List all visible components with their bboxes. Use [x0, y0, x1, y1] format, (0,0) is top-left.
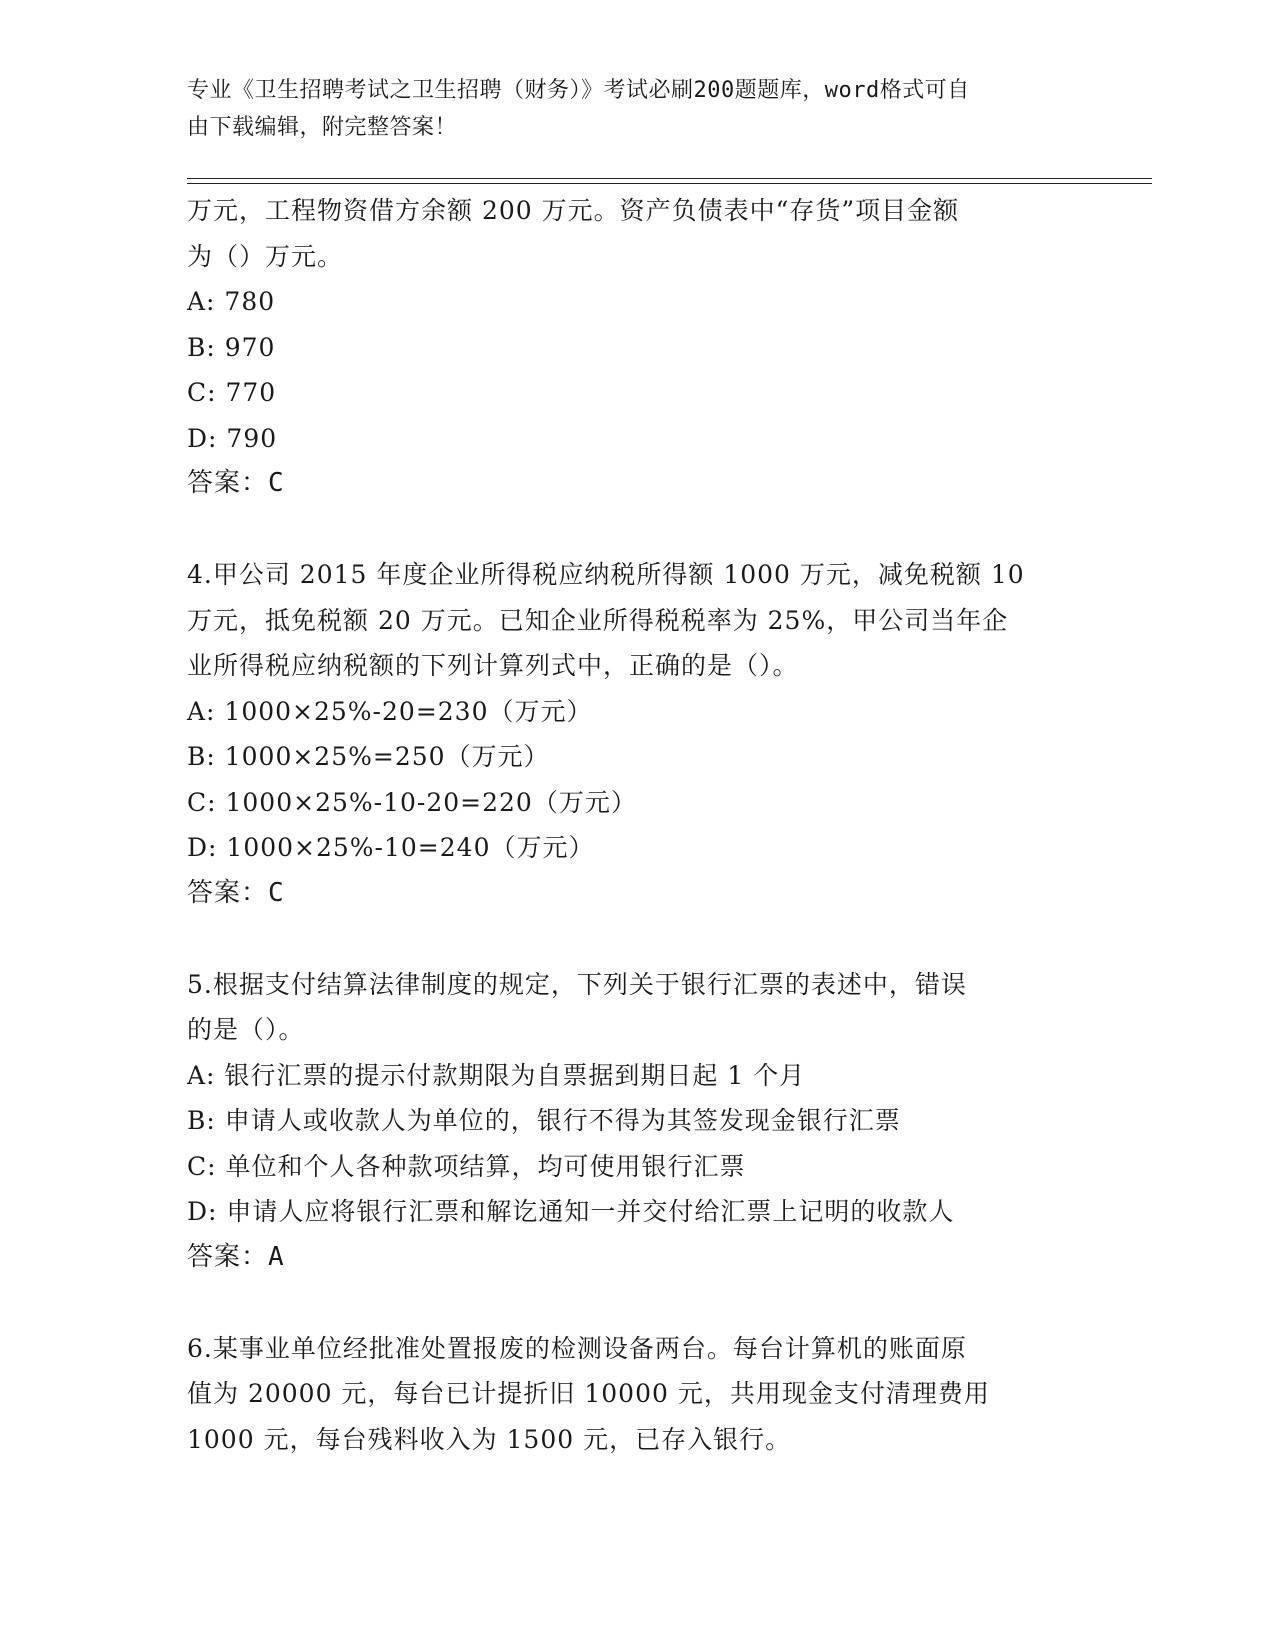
option-d: D: 1000×25%-10=240（万元）	[187, 833, 595, 862]
option-d: D: 790	[187, 423, 278, 453]
question-text-line: 业所得税应纳税额的下列计算列式中，正确的是（）。	[187, 651, 799, 680]
question-text-line: 值为 20000 元，每台已计提折旧 10000 元，共用现金支付清理费用	[187, 1379, 990, 1408]
question-5	[187, 962, 1067, 1281]
document-header	[187, 72, 1067, 146]
question-text-line: 万元，工程物资借方余额 200 万元。资产负债表中“存货”项目金额	[187, 196, 960, 225]
option-a: A: 银行汇票的提示付款期限为自票据到期日起 1 个月	[187, 1060, 806, 1090]
question-text-line: 5.根据支付结算法律制度的规定，下列关于银行汇票的表述中，错误	[187, 969, 967, 999]
question-text-line: 万元，抵免税额 20 万元。已知企业所得税税率为 25%，甲公司当年企	[187, 605, 1009, 635]
answer-line: 答案：C	[187, 877, 285, 908]
spacer	[187, 916, 1067, 962]
header-line-2: 由下载编辑，附完整答案！	[187, 115, 458, 140]
question-text-line: 6.某事业单位经批准处置报废的检测设备两台。每台计算机的账面原	[187, 1333, 967, 1363]
spacer	[187, 507, 1067, 553]
answer-line: 答案：A	[187, 1241, 285, 1272]
question-6	[187, 1326, 1067, 1463]
option-c: C: 单位和个人各种款项结算，均可使用银行汇票	[187, 1151, 746, 1181]
question-text-line: 为（）万元。	[187, 241, 344, 271]
answer-line: 答案：C	[187, 468, 285, 498]
option-a: A: 780	[187, 287, 276, 316]
option-d: D: 申请人应将银行汇票和解讫通知一并交付给汇票上记明的收款人	[187, 1197, 955, 1226]
option-b: B: 1000×25%=250（万元）	[187, 742, 550, 771]
question-text-line: 的是（）。	[187, 1015, 305, 1044]
spacer	[187, 1280, 1067, 1326]
question-text-line: 1000 元，每台残料收入为 1500 元，已存入银行。	[187, 1424, 792, 1454]
header-divider-bottom	[187, 183, 1152, 184]
option-b: B: 970	[187, 332, 276, 362]
option-b: B: 申请人或收款人为单位的，银行不得为其签发现金银行汇票	[187, 1106, 901, 1135]
option-a: A: 1000×25%-20=230（万元）	[187, 696, 593, 726]
option-c: C: 1000×25%-10-20=220（万元）	[187, 787, 637, 817]
document-body	[187, 188, 1067, 1462]
option-c: C: 770	[187, 378, 277, 407]
question-4	[187, 552, 1067, 916]
header-line-1: 专业《卫生招聘考试之卫生招聘（财务）》考试必刷200题题库，word格式可自	[187, 78, 970, 103]
question-3	[187, 188, 1067, 507]
question-text-line: 4.甲公司 2015 年度企业所得税应纳税所得额 1000 万元，减免税额 10	[187, 560, 1025, 589]
header-divider-top	[187, 178, 1152, 179]
